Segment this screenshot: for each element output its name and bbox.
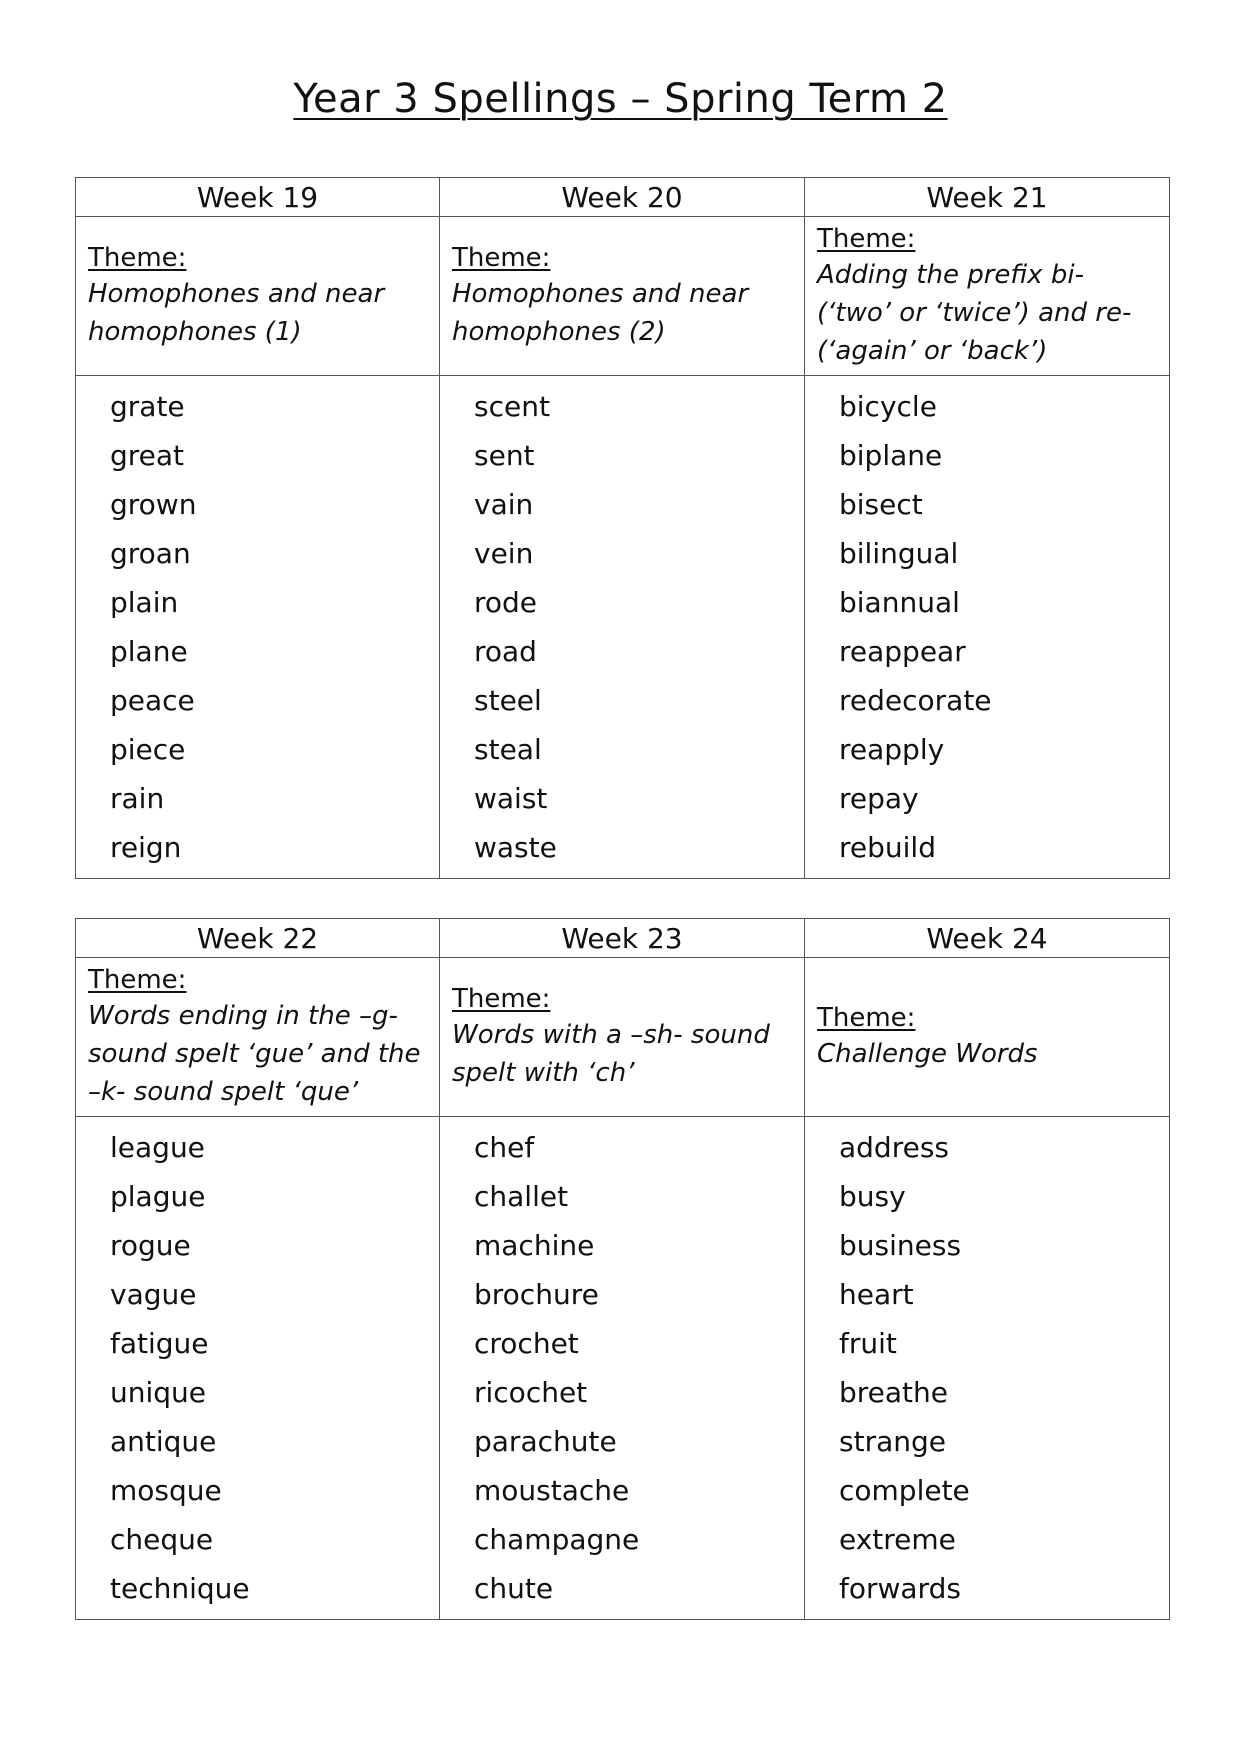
word-list-cell [76,1117,440,1620]
spelling-word: brochure [474,1278,599,1311]
spelling-word: machine [474,1229,595,1262]
spelling-word: waist [474,782,548,815]
spelling-word: vein [474,537,534,570]
spelling-table-weeks-22-24 [75,918,1170,1620]
theme-cell [440,217,805,376]
page-title: Year 3 Spellings – Spring Term 2 [293,76,948,122]
spelling-word: fruit [839,1327,897,1360]
theme-text: Homophones and near homophones (1) [88,279,385,347]
spelling-word: rebuild [839,831,936,864]
theme-label: Theme: [452,984,551,1014]
theme-cell [76,958,440,1117]
spelling-word: technique [110,1572,250,1605]
spelling-word: rogue [110,1229,191,1262]
spelling-word: chute [474,1572,554,1605]
spelling-word: grown [110,488,197,521]
spelling-word: ricochet [474,1376,588,1409]
spelling-word: steal [474,733,542,766]
words-row [76,376,1170,879]
theme-row [76,958,1170,1117]
spelling-word: rain [110,782,165,815]
week-header-row [76,178,1170,217]
spelling-word: plane [110,635,188,668]
spelling-word: bilingual [839,537,959,570]
spelling-word: sent [474,439,535,472]
word-list [839,1123,1169,1613]
spelling-word: challet [474,1180,569,1213]
week-header: Week 24 [805,919,1170,958]
spelling-word: antique [110,1425,217,1458]
week-header: Week 23 [440,919,805,958]
spelling-word: peace [110,684,195,717]
spelling-word: plague [110,1180,206,1213]
week-header: Week 19 [76,178,440,217]
theme-cell [440,958,805,1117]
theme-label: Theme: [452,243,551,273]
spelling-word: bisect [839,488,923,521]
theme-cell [805,958,1170,1117]
theme-label: Theme: [817,224,916,254]
spelling-word: steel [474,684,542,717]
theme-row [76,217,1170,376]
word-list-cell [440,376,805,879]
spelling-table-weeks-19-21 [75,177,1170,879]
spelling-word: complete [839,1474,970,1507]
spelling-word: vain [474,488,534,521]
spelling-word: crochet [474,1327,579,1360]
spelling-word: road [474,635,537,668]
spelling-word: league [110,1131,205,1164]
week-header-row [76,919,1170,958]
spelling-word: reign [110,831,182,864]
spelling-word: moustache [474,1474,630,1507]
spelling-word: mosque [110,1474,222,1507]
spelling-word: extreme [839,1523,956,1556]
spelling-word: champagne [474,1523,640,1556]
week-header: Week 20 [440,178,805,217]
spelling-word: cheque [110,1523,214,1556]
word-list [474,1123,804,1613]
spelling-word: business [839,1229,962,1262]
spelling-word: piece [110,733,186,766]
spelling-word: waste [474,831,557,864]
theme-cell [805,217,1170,376]
word-list-cell [805,376,1170,879]
spelling-word: breathe [839,1376,949,1409]
spelling-word: bicycle [839,390,937,423]
word-list [474,382,804,872]
spelling-word: groan [110,537,191,570]
spelling-word: parachute [474,1425,617,1458]
spelling-word: biannual [839,586,960,619]
spelling-word: biplane [839,439,943,472]
spelling-word: reappear [839,635,966,668]
theme-label: Theme: [88,965,187,995]
spelling-word: plain [110,586,179,619]
theme-cell [76,217,440,376]
spelling-word: rode [474,586,538,619]
spelling-word: fatigue [110,1327,209,1360]
spelling-word: address [839,1131,950,1164]
theme-text: Challenge Words [817,1039,1038,1069]
spelling-word: repay [839,782,919,815]
words-row [76,1117,1170,1620]
word-list [110,382,439,872]
spelling-word: great [110,439,185,472]
spelling-word: reapply [839,733,945,766]
spelling-word: redecorate [839,684,992,717]
spelling-word: strange [839,1425,946,1458]
spelling-word: vague [110,1278,197,1311]
theme-label: Theme: [817,1003,916,1033]
theme-text: Words with a –sh- sound spelt with ‘ch’ [452,1020,770,1088]
week-header: Week 21 [805,178,1170,217]
spelling-word: unique [110,1376,207,1409]
theme-text: Adding the prefix bi- (‘two’ or ‘twice’) and re- (‘again’ or ‘back’) [817,260,1132,366]
spelling-word: grate [110,390,185,423]
word-list-cell [440,1117,805,1620]
word-list-cell [76,376,440,879]
spelling-word: scent [474,390,550,423]
spelling-word: busy [839,1180,906,1213]
theme-text: Homophones and near homophones (2) [452,279,749,347]
week-header: Week 22 [76,919,440,958]
spelling-word: heart [839,1278,914,1311]
theme-text: Words ending in the –g- sound spelt ‘gue’ and the –k- sound spelt ‘que’ [88,1001,421,1107]
word-list-cell [805,1117,1170,1620]
spelling-word: chef [474,1131,535,1164]
word-list [839,382,1169,872]
spelling-word: forwards [839,1572,961,1605]
word-list [110,1123,439,1613]
theme-label: Theme: [88,243,187,273]
